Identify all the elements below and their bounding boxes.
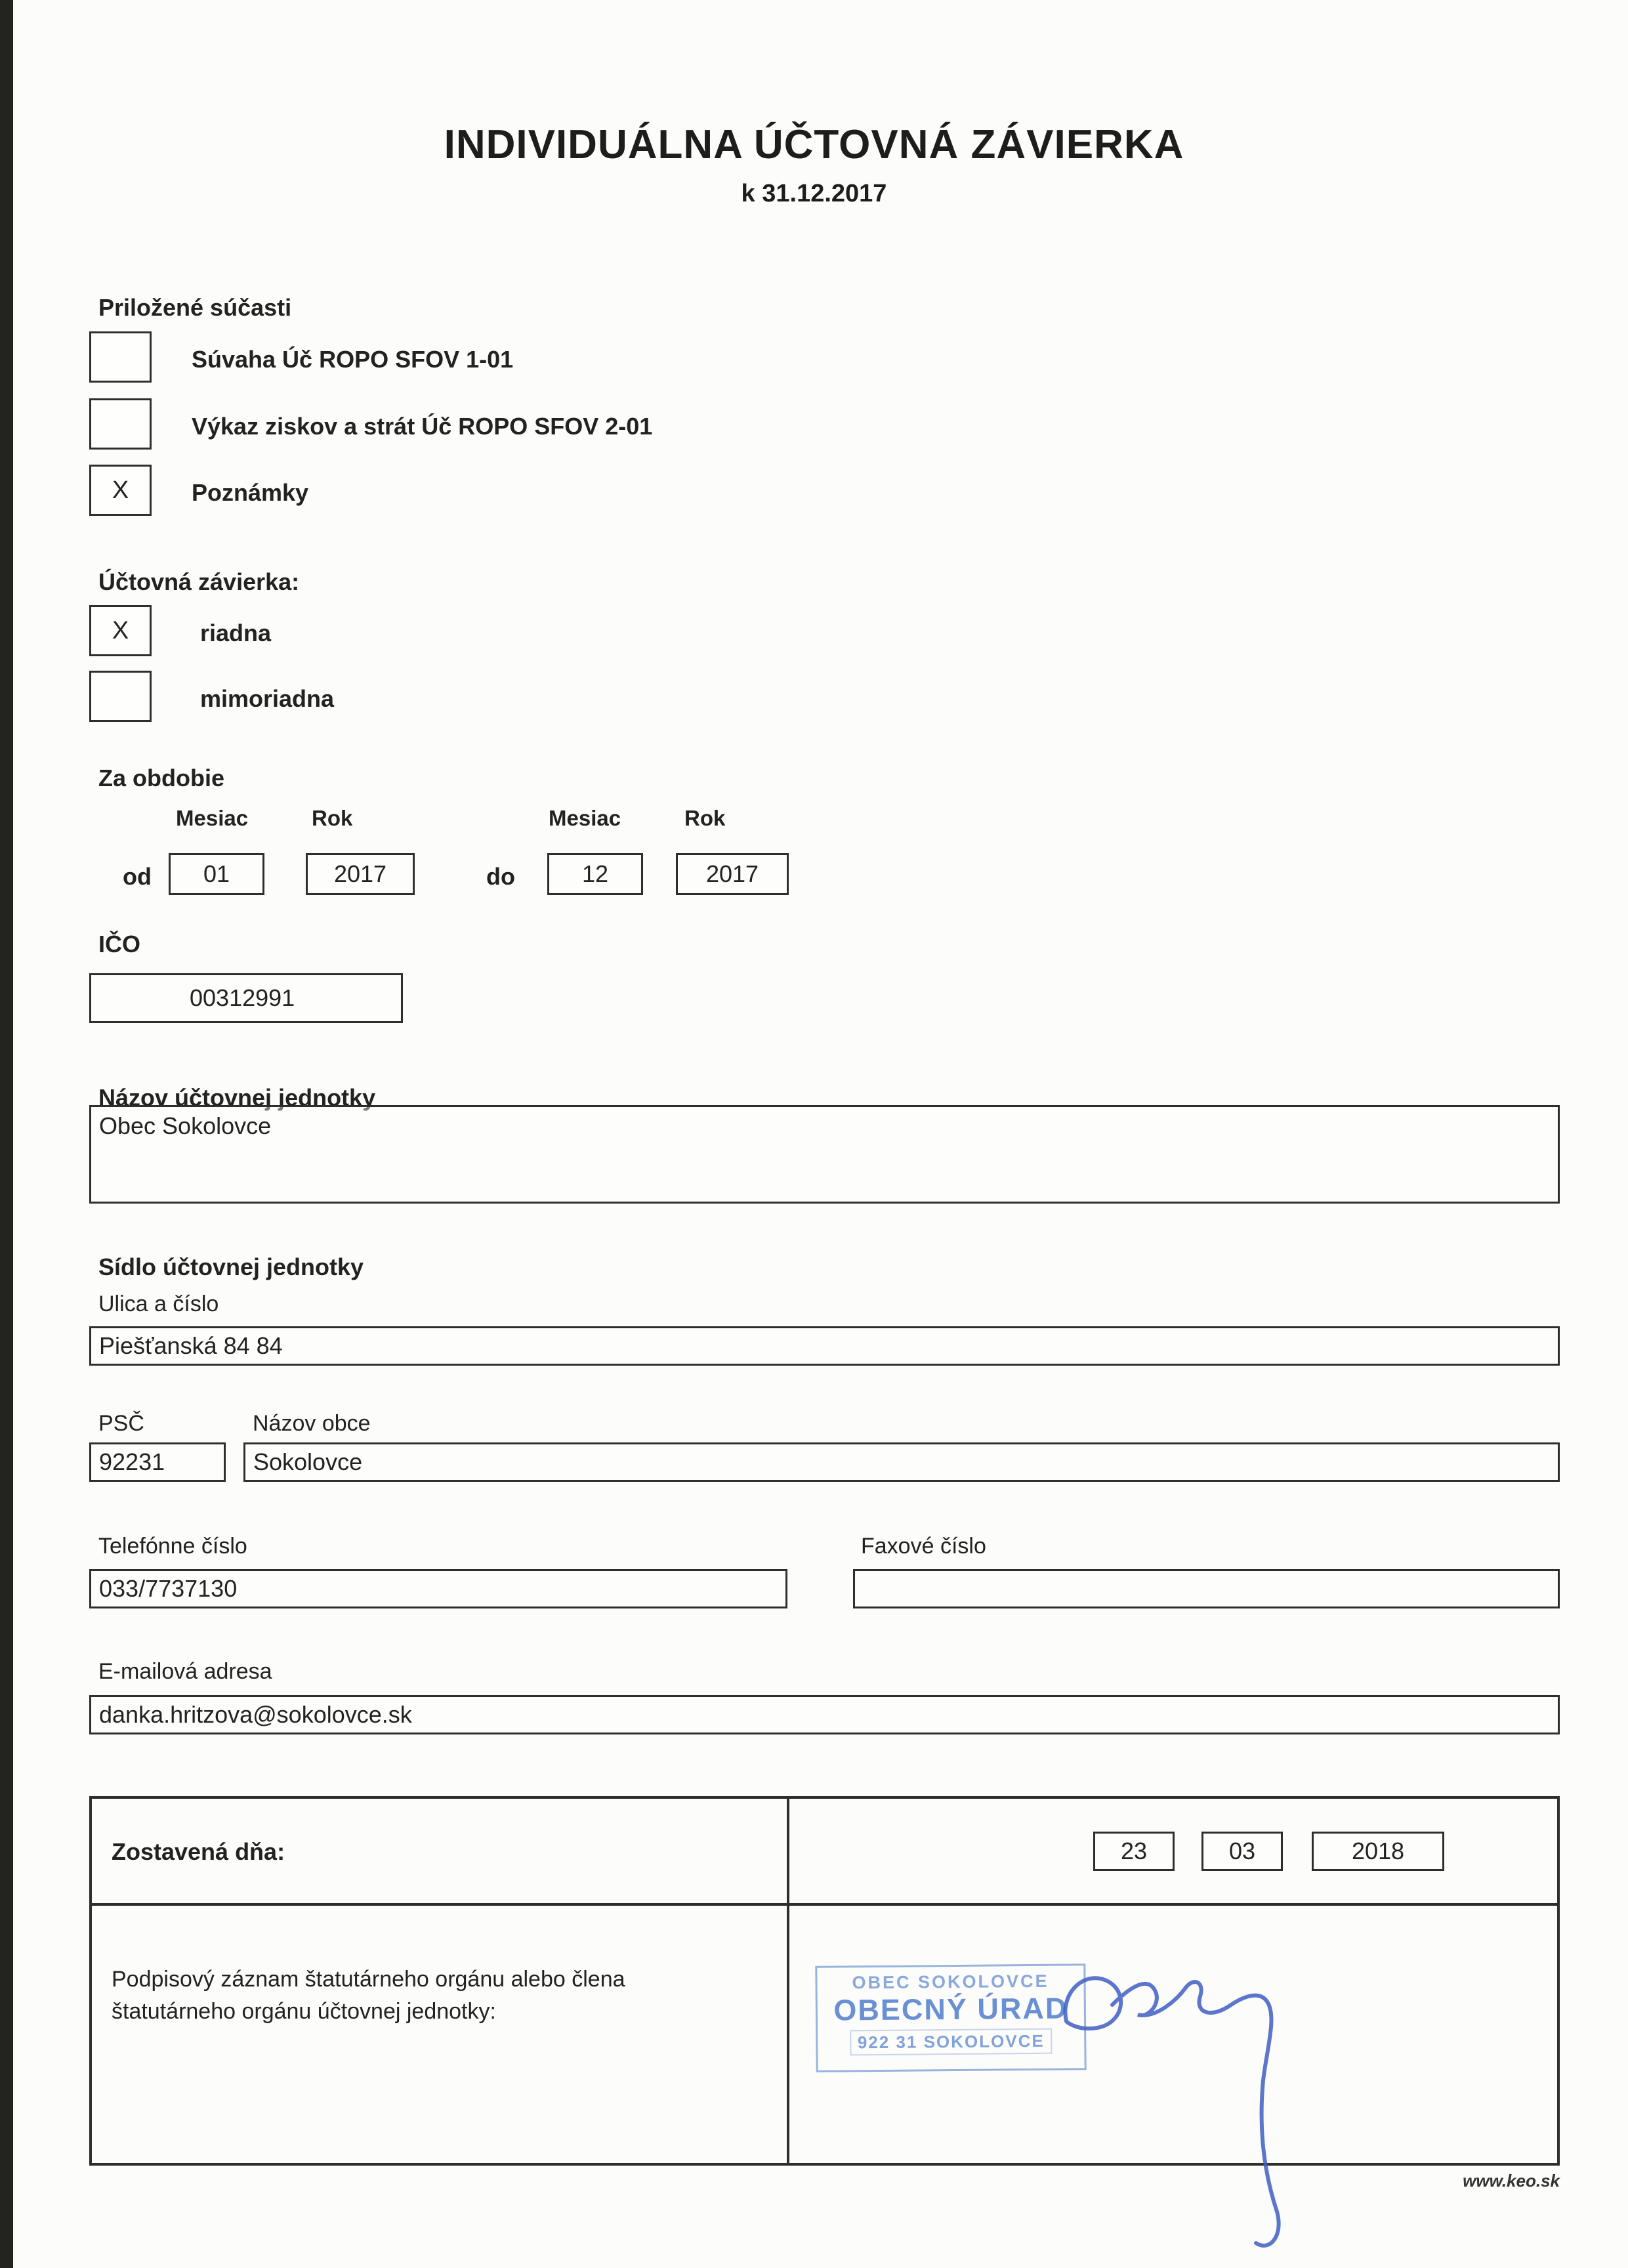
period-to-month-input[interactable] [547,853,643,895]
compiled-day-input[interactable] [1093,1832,1175,1871]
email-label: E-mailová adresa [98,1659,272,1684]
signature-label-cell [92,1906,789,2163]
checkbox-suvaha[interactable] [89,331,152,383]
ico-value: 00312991 [190,984,295,1011]
period-from-label: od [123,863,152,890]
checkbox-poznamky[interactable] [89,465,152,516]
checkbox-vykaz[interactable] [89,398,152,450]
email-input[interactable] [89,1695,1560,1734]
street-label: Ulica a číslo [98,1292,219,1316]
municipality-stamp [815,1964,1086,2072]
compiled-year-value: 2018 [1351,1838,1405,1864]
psc-value: 92231 [99,1448,165,1475]
seat-heading: Sídlo účtovnej jednotky [98,1253,364,1280]
stamp-line2: OBECNÝ ÚRAD [833,1991,1068,2027]
fax-input[interactable] [853,1569,1560,1608]
stamp-line1: OBEC SOKOLOVCE [852,1971,1049,1993]
page-subtitle: k 31.12.2017 [741,180,887,207]
attached-components-heading: Priložené súčasti [98,294,292,321]
period-to-year-label: Rok [684,806,726,830]
compiled-date-cell [789,1799,1557,1906]
period-from-month-input[interactable] [169,853,264,895]
phone-input[interactable] [89,1569,787,1608]
entity-name-input[interactable] [89,1105,1560,1204]
psc-input[interactable] [89,1442,226,1482]
compiled-year-input[interactable] [1312,1832,1444,1871]
checkbox-riadna[interactable] [89,605,152,656]
period-to-year-value: 2017 [705,860,759,887]
period-from-month-label: Mesiac [176,806,249,830]
compiled-month-input[interactable] [1201,1832,1283,1871]
period-heading: Za obdobie [98,765,224,791]
period-from-year-value: 2017 [333,860,387,887]
psc-label: PSČ [98,1411,144,1436]
period-to-month-value: 12 [581,860,609,887]
stamp-line3: 922 31 SOKOLOVCE [850,2028,1053,2056]
email-value: danka.hritzova@sokolovce.sk [99,1701,412,1728]
ico-input[interactable] [89,973,403,1023]
compiled-month-value: 03 [1228,1838,1256,1864]
entity-name-value: Obec Sokolovce [99,1112,272,1139]
period-to-year-input[interactable] [676,853,789,895]
statement-type-heading: Účtovná závierka: [98,568,300,595]
page-title: INDIVIDUÁLNA ÚČTOVNÁ ZÁVIERKA [444,122,1184,167]
entity-name-label: Názov účtovnej jednotky [98,1084,376,1111]
signature-label: Podpisový záznam štatutárneho orgánu alebo člena štatutárneho orgánu účtovnej jednotky: [112,1967,625,2025]
checkbox-poznamky-mark: X [112,476,129,504]
checkbox-mimoriadna[interactable] [89,671,152,722]
period-from-year-input[interactable] [306,853,415,895]
period-from-year-label: Rok [312,806,353,830]
municipality-value: Sokolovce [253,1448,363,1475]
checkbox-mimoriadna-label: mimoriadna [200,685,335,712]
signature-stamp-cell [789,1906,1557,2163]
period-from-month-value: 01 [203,860,230,887]
checkbox-vykaz-label: Výkaz ziskov a strát Úč ROPO SFOV 2-01 [192,413,653,440]
fax-label: Faxové číslo [861,1534,986,1559]
checkbox-riadna-mark: X [112,616,129,644]
period-to-month-label: Mesiac [549,806,621,830]
footer-link: www.keo.sk [1463,2171,1560,2191]
street-input[interactable] [89,1326,1560,1366]
municipality-input[interactable] [243,1442,1560,1482]
scan-edge-artifact [0,0,13,2268]
ico-label: IČO [98,931,141,957]
checkbox-riadna-label: riadna [200,620,272,646]
checkbox-suvaha-label: Súvaha Úč ROPO SFOV 1-01 [192,346,514,373]
municipality-label: Názov obce [253,1411,371,1436]
compiled-date-label-cell [92,1799,789,1906]
phone-label: Telefónne číslo [98,1534,247,1559]
signature-table [89,1796,1560,2166]
period-to-label: do [486,863,515,890]
checkbox-poznamky-label: Poznámky [192,479,309,506]
street-value: Piešťanská 84 84 [99,1332,283,1359]
compiled-day-value: 23 [1120,1838,1148,1864]
compiled-date-label: Zostavená dňa: [112,1838,285,1865]
phone-value: 033/7737130 [99,1575,238,1602]
